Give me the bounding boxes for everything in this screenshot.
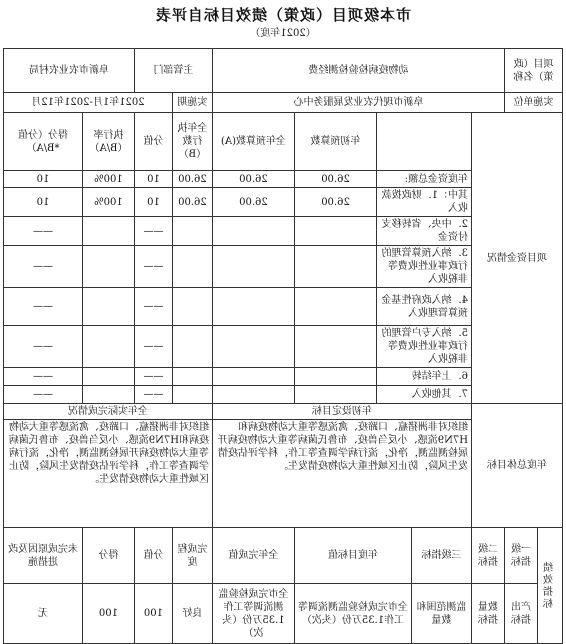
funds-row-full	[212, 326, 294, 368]
funds-row-rate: 100%	[82, 188, 134, 217]
funds-row-exec	[172, 246, 212, 288]
funds-row-full	[212, 288, 294, 326]
funds-row-label: 年度资金总额:	[377, 171, 472, 188]
funds-row-label: 6．上年结转	[377, 368, 472, 386]
funds-row-score: ——	[134, 217, 172, 246]
funds-row-plan	[295, 368, 377, 386]
unit-value: 阜新市现代农业发展服务中心	[212, 93, 504, 113]
funds-header-rate: 执行率（B/A）	[82, 113, 134, 171]
funds-row-rate	[82, 217, 134, 246]
funds-row-got: 10	[3, 171, 82, 188]
doc-title: 市本级项目（政策）绩效目标自评表	[155, 6, 412, 24]
funds-row-plan	[295, 386, 377, 404]
funds-row-full: 26.00	[212, 188, 294, 217]
goals-set-label: 年初设定目标	[212, 404, 471, 420]
funds-row-rate	[82, 368, 134, 386]
funds-row-exec: 26.00	[172, 188, 212, 217]
funds-row-rate	[82, 246, 134, 288]
funds-row-exec	[172, 217, 212, 246]
goals-section-label: 年度总体目标	[472, 404, 563, 528]
unit-label: 实施单位	[505, 93, 563, 113]
ind-header-degree: 完成程度	[172, 528, 212, 584]
funds-row-score: ——	[134, 386, 172, 404]
funds-row-exec	[172, 368, 212, 386]
ind-header-l3: 三级指标	[412, 528, 472, 584]
funds-row-got: ——	[3, 368, 82, 386]
ind-header-got: 得分	[82, 528, 134, 584]
ind-header-l1: 一级指标	[505, 528, 538, 584]
goals-set-text: 组织对非洲猪瘟、口蹄疫、禽流感等重大动物疫病和H7N9流感、小反刍兽疫、布鲁氏菌病等重大动物疫病开展检测监测，净化，流行病学调查等工作，科学评估疫情发生风险，防止区域性重大动物疫情发生。	[212, 420, 471, 528]
funds-row-label: 7．其他收入	[377, 386, 472, 404]
funds-header-got: 得分（分值*B/A）	[3, 113, 82, 171]
funds-row-plan: 26.00	[295, 171, 377, 188]
funds-header-exec: 全年执行数（B）	[172, 113, 212, 171]
ind-row-target: 全市完成检验监测流调等工作1.35万份（头次）	[295, 584, 412, 644]
funds-row-plan: 26.00	[295, 188, 377, 217]
ind-row-l2: 数量指标	[472, 584, 505, 644]
funds-row-score: ——	[134, 326, 172, 368]
goals-done-label: 全年实际完成情况	[3, 404, 212, 420]
funds-row-label: 2．中央、省转移支付资金	[377, 217, 472, 246]
funds-row-score: ——	[134, 246, 172, 288]
ind-row-actual: 全市完成检验监测流调等工作1.35万份（头次）	[212, 584, 294, 644]
ind-header-actual: 全年完成值	[212, 528, 294, 584]
funds-row-plan	[295, 246, 377, 288]
funds-row-label: 3．纳入预算管理的行政事业性收费等非税收入	[377, 246, 472, 288]
evaluation-table	[3, 48, 563, 644]
ind-row-got: 100	[82, 584, 134, 644]
funds-row-full	[212, 217, 294, 246]
ind-row-l3: 监测范围和数量	[412, 584, 472, 644]
funds-row-rate: 100%	[82, 171, 134, 188]
funds-row-got: ——	[3, 386, 82, 404]
ind-header-target: 年度目标值	[295, 528, 412, 584]
funds-row-rate	[82, 386, 134, 404]
dept-value: 阜新市农业农村局	[3, 49, 134, 93]
funds-header-score: 分值	[134, 113, 172, 171]
ind-row-reason: 无	[3, 584, 82, 644]
ind-row-score: 100	[134, 584, 172, 644]
funds-row-score: 10	[134, 188, 172, 217]
funds-row-full: 26.00	[212, 171, 294, 188]
funds-row-exec	[172, 386, 212, 404]
funds-row-exec: 26.00	[172, 171, 212, 188]
period-value: 2021年1月-2021年12月	[3, 93, 172, 113]
ind-header-reason: 未完成原因及改进措施	[3, 528, 82, 584]
funds-row-score: 10	[134, 171, 172, 188]
funds-row-score: ——	[134, 368, 172, 386]
funds-row-got: ——	[3, 246, 82, 288]
dept-label: 主管部门	[134, 49, 212, 93]
funds-row-label: 5．纳入专户管理的行政事业性收费等非税收入	[377, 326, 472, 368]
ind-header-score: 分值	[134, 528, 172, 584]
funds-header-full: 全年预算数(A)	[212, 113, 294, 171]
funds-row-plan	[295, 217, 377, 246]
funds-row-exec	[172, 288, 212, 326]
project-name-label: 项目（政策）名称	[505, 49, 563, 93]
funds-row-got: 10	[3, 188, 82, 217]
project-name: 动物疫病检验检测经费	[212, 49, 504, 93]
funds-row-label: 4．纳入政府性基金预算管理收入	[377, 288, 472, 326]
funds-row-full	[212, 368, 294, 386]
funds-row-got: ——	[3, 217, 82, 246]
indicators-side-label: 绩效指标	[538, 528, 563, 644]
ind-header-l2: 二级指标	[472, 528, 505, 584]
goals-done-text: 组织对非洲猪瘟、口蹄疫、禽流感等重大动物疫病和H7N9流感、小反刍兽疫、布鲁氏菌病等重大动物疫病开展检测监测，净化，流行病学调查等工作，科学评估疫情发生风险，防止区域性重大动物疫情发生。	[3, 420, 212, 528]
funds-row-rate	[82, 288, 134, 326]
funds-row-exec	[172, 326, 212, 368]
funds-row-full	[212, 246, 294, 288]
funds-row-full	[212, 386, 294, 404]
funds-row-label: 其中：1．财政拨款收入	[377, 188, 472, 217]
period-label: 实施期	[172, 93, 212, 113]
funds-section-label: 项目资金情况	[472, 113, 563, 404]
doc-subtitle: （2021年度）	[250, 28, 316, 39]
funds-row-got: ——	[3, 326, 82, 368]
ind-row-degree: 良好	[172, 584, 212, 644]
funds-row-plan	[295, 288, 377, 326]
ind-row-l1: 产出指标	[505, 584, 538, 644]
funds-row-plan	[295, 326, 377, 368]
funds-header-plan: 年初预算数	[295, 113, 377, 171]
funds-row-score: ——	[134, 288, 172, 326]
funds-row-got: ——	[3, 288, 82, 326]
funds-row-rate	[82, 326, 134, 368]
